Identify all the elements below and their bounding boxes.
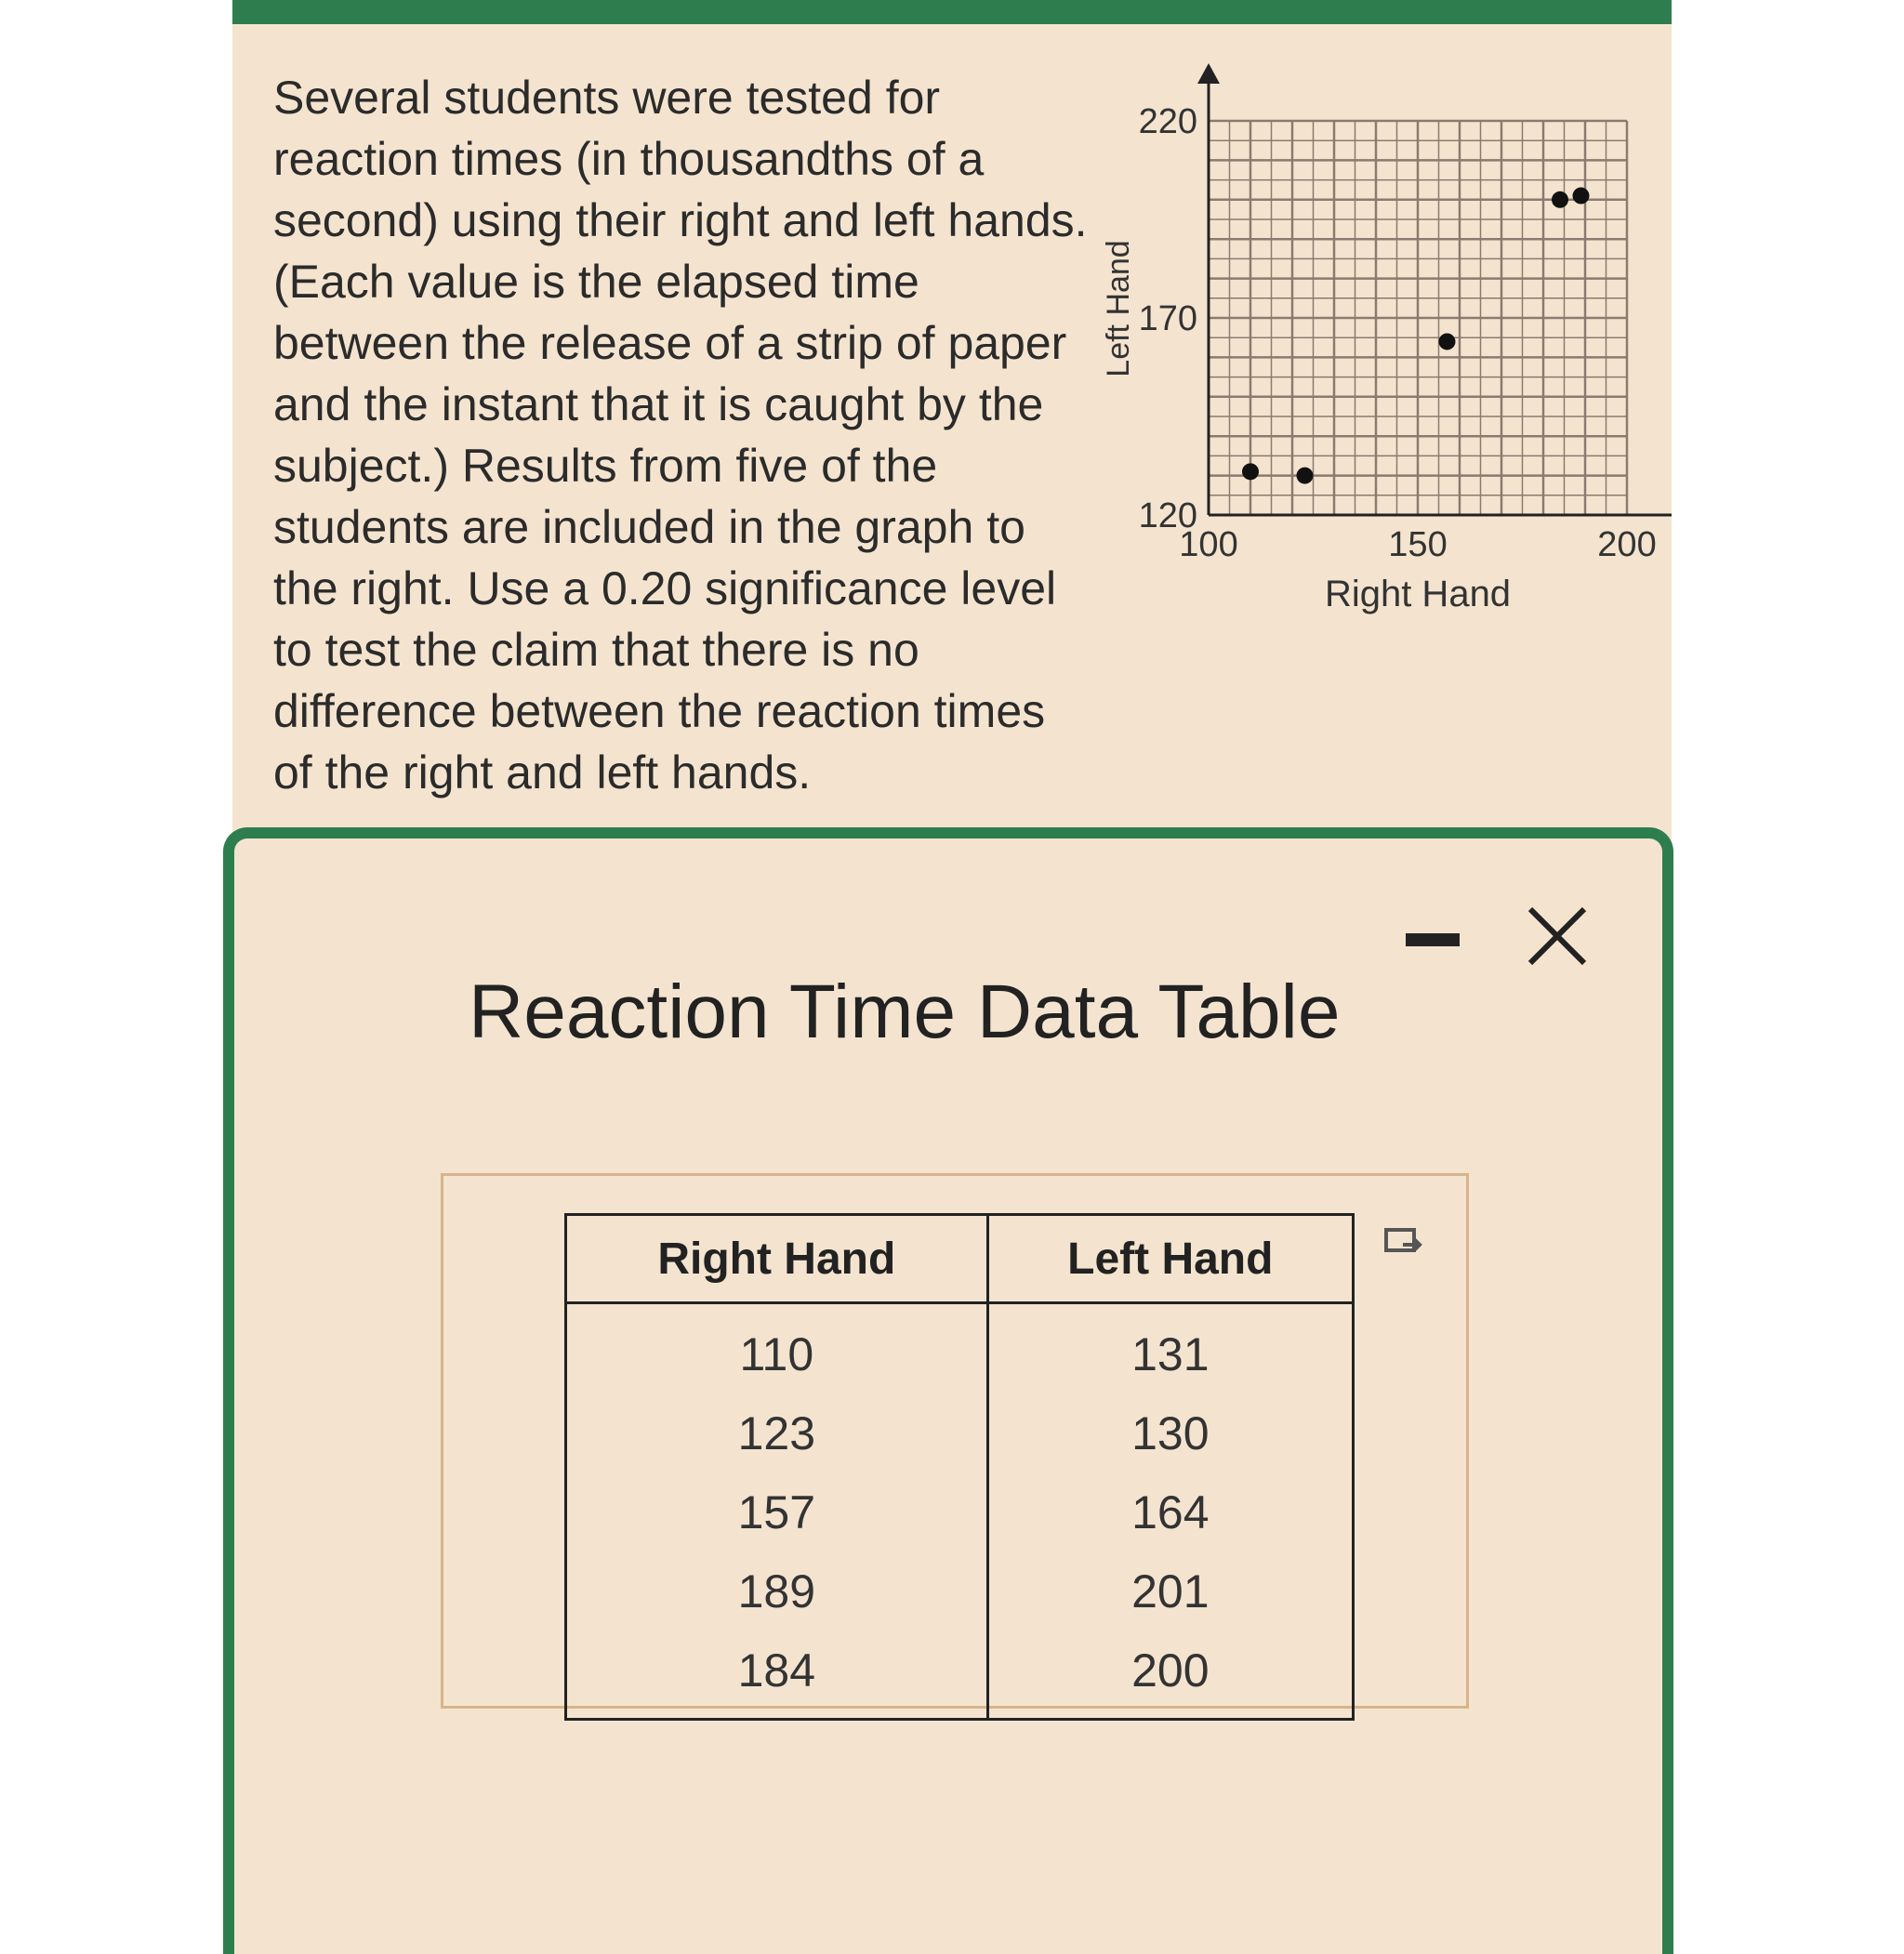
- cell-right-hand: 184: [566, 1631, 988, 1720]
- table-row: [566, 1472, 1354, 1551]
- data-table-dialog: [223, 827, 1673, 1954]
- cell-left-hand: 200: [987, 1631, 1353, 1720]
- top-bar: [232, 0, 1672, 24]
- reaction-time-table: [564, 1213, 1355, 1721]
- table-row: [566, 1551, 1354, 1631]
- cell-right-hand: 110: [566, 1303, 988, 1394]
- cell-right-hand: 189: [566, 1551, 988, 1631]
- data-point: [1439, 333, 1456, 350]
- column-header-right-hand: Right Hand: [566, 1215, 988, 1303]
- data-point: [1297, 468, 1314, 484]
- data-point: [1573, 188, 1590, 205]
- column-header-left-hand: Left Hand: [987, 1215, 1353, 1303]
- y-tick-label: 170: [1138, 299, 1197, 338]
- x-tick-label: 200: [1597, 525, 1657, 564]
- x-tick-label: 150: [1388, 525, 1448, 564]
- close-button[interactable]: [1525, 904, 1588, 967]
- y-axis-arrow: [1197, 63, 1220, 84]
- cell-right-hand: 157: [566, 1472, 988, 1551]
- copy-to-clipboard-icon[interactable]: [1382, 1224, 1425, 1261]
- scatter-graph: [1101, 56, 1672, 651]
- cell-left-hand: 164: [987, 1472, 1353, 1551]
- data-point: [1552, 191, 1568, 208]
- y-tick-label: 120: [1138, 496, 1197, 535]
- screen: [232, 0, 1672, 1904]
- dialog-title: Reaction Time Data Table: [469, 970, 1341, 1054]
- table-row: [566, 1303, 1354, 1394]
- cell-right-hand: 123: [566, 1393, 988, 1472]
- table-row: [566, 1393, 1354, 1472]
- cell-left-hand: 201: [987, 1551, 1353, 1631]
- table-row: [566, 1631, 1354, 1720]
- table-frame: [441, 1173, 1469, 1709]
- cell-left-hand: 130: [987, 1393, 1353, 1472]
- data-point: [1242, 463, 1259, 480]
- problem-text: Several students were tested for reaction times (in thousandths of a second) using their right and left hands. (Each value is the elapsed time between the release of a strip of paper and the instant that it is caught by the subject.) Results from five of the students are included in the graph to the right. Use a 0.20 significance level to test the claim that there is no difference between the reaction times of the right and left hands.: [273, 72, 1088, 799]
- dialog-controls: [1406, 904, 1588, 967]
- cell-left-hand: 131: [987, 1303, 1353, 1394]
- table-header-row: [566, 1215, 1354, 1303]
- y-tick-label: 220: [1138, 102, 1197, 141]
- x-tick-label: 100: [1179, 525, 1238, 564]
- minimize-button[interactable]: [1406, 933, 1460, 946]
- x-axis-label: Right Hand: [1324, 574, 1512, 614]
- y-axis-label: Left Hand: [1101, 240, 1136, 377]
- scatter-chart: [1101, 56, 1672, 651]
